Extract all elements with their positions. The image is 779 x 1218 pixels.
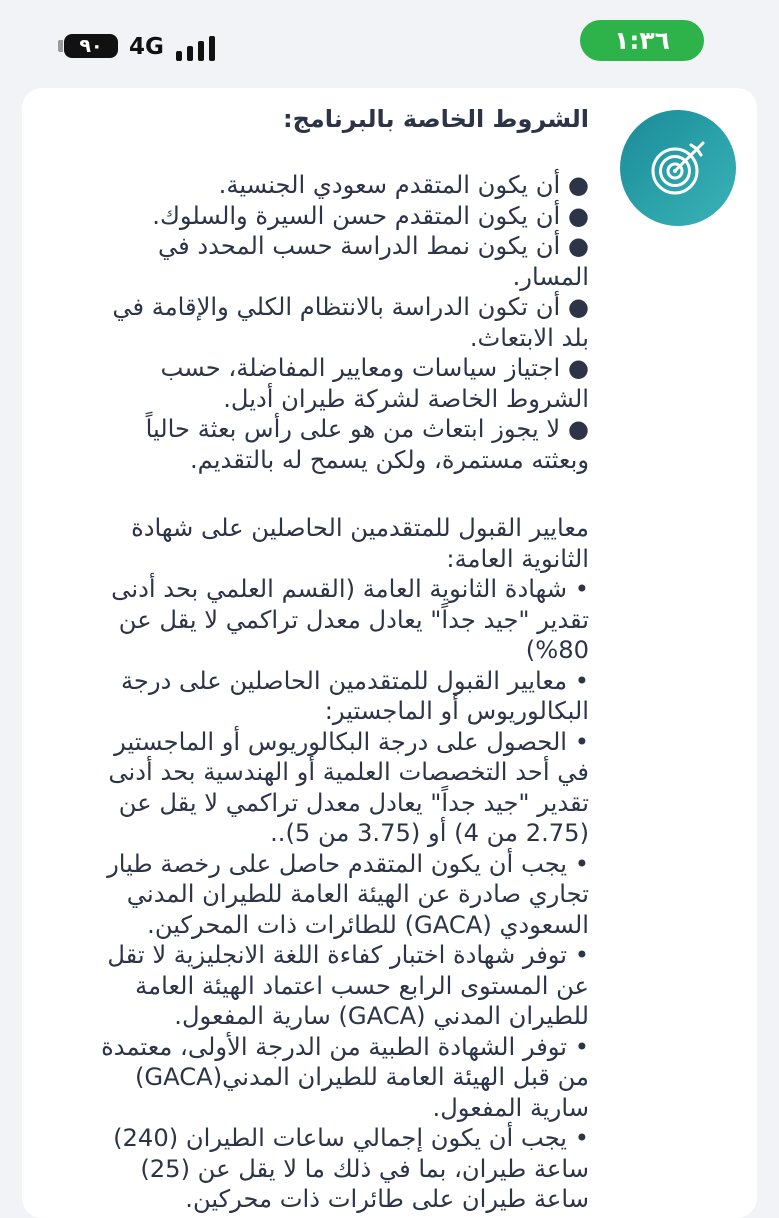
- criteria-item: • الحصول على درجة البكالوريوس أو الماجستير في أحد التخصصات العلمية أو الهندسية بحد أدنى تقدير "جيد جداً" يعادل معدل تراكمي لا يقل عن (2.75 من 4) أو (3.75 من 5)..: [108, 727, 589, 847]
- battery-level: ٩٠: [79, 34, 103, 57]
- section-heading: الشروط الخاصة بالبرنامج:: [283, 105, 589, 133]
- condition-item: ● أن يكون المتقدم سعودي الجنسية.: [218, 171, 589, 199]
- clock-time: ١:٣٦: [614, 26, 670, 55]
- network-type: 4G: [129, 34, 164, 60]
- condition-item: ● أن تكون الدراسة بالانتظام الكلي والإقامة في بلد الابتعاث.: [112, 293, 589, 352]
- condition-item: ● أن يكون نمط الدراسة حسب المحدد في المسار.: [157, 232, 589, 291]
- condition-item: ● لا يجوز ابتعاث من هو على رأس بعثة حالياً وبعثته مستمرة، ولكن يسمح له بالتقديم.: [145, 415, 589, 474]
- criteria-item: • يجب أن يكون المتقدم حاصل على رخصة طيار تجاري صادرة عن الهيئة العامة للطيران المدني السعودي (GACA) للطائرات ذات المحركين.: [107, 849, 589, 939]
- criteria-item: • توفر الشهادة الطبية من الدرجة الأولى، معتمدة من قبل الهيئة العامة للطيران المدني(GACA) سارية المفعول.: [101, 1032, 589, 1122]
- conditions-list: [89, 170, 589, 475]
- time-pill[interactable]: [580, 20, 704, 61]
- program-conditions: [89, 104, 589, 1215]
- criteria-item: • معايير القبول للمتقدمين الحاصلين على درجة البكالوريوس أو الماجستير:: [120, 666, 589, 725]
- battery-cap: [58, 40, 63, 52]
- target-badge: [620, 110, 736, 226]
- criteria-item: • توفر شهادة اختبار كفاءة اللغة الانجليزية لا تقل عن المستوى الرابع حسب اعتماد الهيئة العامة للطيران المدني (GACA) سارية المفعول.: [107, 941, 589, 1030]
- condition-item: ● اجتياز سياسات ومعايير المفاضلة، حسب الشروط الخاصة لشركة طيران أديل.: [160, 354, 589, 413]
- criteria-intro: معايير القبول للمتقدمين الحاصلين على شهادة الثانوية العامة:: [131, 514, 589, 573]
- criteria-item: • يجب أن يكون إجمالي ساعات الطيران (240) ساعة طيران، بما في ذلك ما لا يقل عن (25) ساعة طيران على طائرات ذات محركين.: [113, 1124, 589, 1213]
- status-bar: [0, 0, 779, 86]
- target-arrow-icon: [647, 137, 709, 199]
- signal-strength-icon: [176, 35, 220, 61]
- battery-icon: [64, 34, 118, 58]
- condition-item: ● أن يكون المتقدم حسن السيرة والسلوك.: [152, 201, 589, 230]
- criteria-list: [89, 574, 589, 1215]
- criteria-item: • شهادة الثانوية العامة (القسم العلمي بحد أدنى تقدير "جيد جداً" يعادل معدل تراكمي لا يقل عن 80%): [111, 575, 589, 664]
